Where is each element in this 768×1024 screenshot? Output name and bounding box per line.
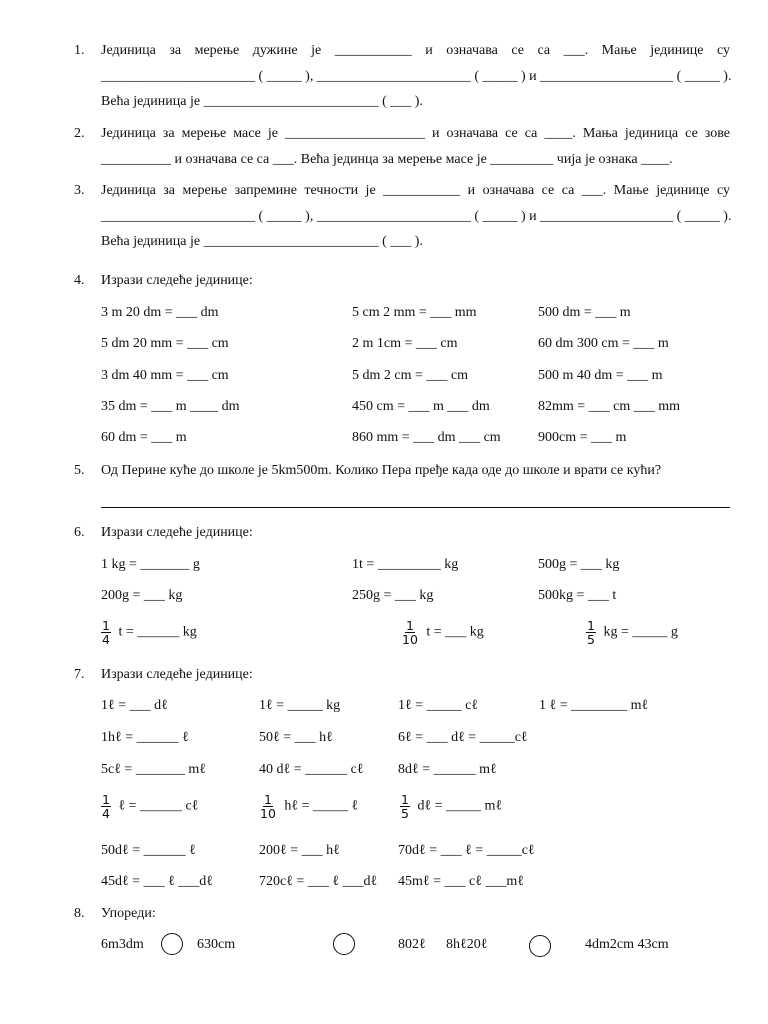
q7-fraction-item: $\frac{1}{5}$ dℓ = _____ mℓ bbox=[401, 792, 503, 821]
q7-item: 70dℓ = ___ ℓ = _____cℓ bbox=[398, 843, 535, 858]
q7-item: 45mℓ = ___ cℓ ___mℓ bbox=[398, 874, 525, 889]
q4-item: 82mm = ___ cm ___ mm bbox=[538, 399, 681, 414]
q7-item: 1hℓ = ______ ℓ bbox=[101, 730, 189, 745]
q6-fraction-item: $\frac{1}{10}$ t = ___ kg bbox=[402, 618, 484, 647]
q4-item: 450 cm = ___ m ___ dm bbox=[352, 399, 490, 414]
q4-number: 4. bbox=[74, 273, 85, 288]
compare-circle[interactable] bbox=[333, 933, 355, 955]
q7-item: 1ℓ = _____ cℓ bbox=[398, 698, 479, 713]
q1-line-1: Јединица за мерење дужине је ___________ и означава се са ___. Мање јединице су bbox=[101, 43, 730, 58]
q4-item: 35 dm = ___ m ____ dm bbox=[101, 399, 240, 414]
q5-answer-line bbox=[101, 507, 730, 508]
q8-number: 8. bbox=[74, 906, 85, 921]
fraction: $\frac{1}{10}$ bbox=[402, 618, 418, 647]
q5-text: Од Перине куће до школе је 5km500m. Колико Пера пређе када оде до школе и врати се кући? bbox=[101, 463, 662, 478]
q1-line-3: Већа јединица је _________________________ ( ___ ). bbox=[101, 94, 423, 109]
fraction: $\frac{1}{10}$ bbox=[260, 792, 276, 821]
q3-line-3: Већа јединица је _________________________ ( ___ ). bbox=[101, 234, 423, 249]
q5-number: 5. bbox=[74, 463, 85, 478]
q4-item: 5 cm 2 mm = ___ mm bbox=[352, 305, 477, 320]
q7-number: 7. bbox=[74, 667, 85, 682]
q8-title: Упореди: bbox=[101, 906, 156, 921]
q7-item: 8dℓ = ______ mℓ bbox=[398, 762, 497, 777]
compare-circle[interactable] bbox=[161, 933, 183, 955]
q1-number: 1. bbox=[74, 43, 85, 58]
q7-item: 1ℓ = ___ dℓ bbox=[101, 698, 168, 713]
q7-item: 50ℓ = ___ hℓ bbox=[259, 730, 333, 745]
q3-line-2: ______________________ ( _____ ), ______________________ ( _____ ) и ___________________ ( _____ ). bbox=[101, 209, 732, 224]
q6-item: 1 kg = _______ g bbox=[101, 557, 200, 572]
q7-item: 200ℓ = ___ hℓ bbox=[259, 843, 340, 858]
q4-item: 500 m 40 dm = ___ m bbox=[538, 368, 663, 383]
q7-item: 720cℓ = ___ ℓ ___dℓ bbox=[259, 874, 378, 889]
q8-right-value: 8hℓ20ℓ bbox=[446, 937, 488, 952]
compare-circle[interactable] bbox=[529, 935, 551, 957]
fraction: $\frac{1}{4}$ bbox=[102, 618, 110, 647]
q2-line-1: Јединица за мерење масе је ____________________ и означава се са ____. Мања јединица се зове bbox=[101, 126, 730, 141]
q8-right-value: 630cm bbox=[197, 937, 236, 952]
q7-item: 6ℓ = ___ dℓ = _____cℓ bbox=[398, 730, 528, 745]
q8-left-value: 6m3dm bbox=[101, 937, 144, 952]
q7-item: 1ℓ = _____ kg bbox=[259, 698, 341, 713]
q7-item: 1 ℓ = ________ mℓ bbox=[539, 698, 649, 713]
q4-item: 60 dm = ___ m bbox=[101, 430, 187, 445]
q6-item: 1t = _________ kg bbox=[352, 557, 459, 572]
q4-title: Изрази следеће јединице: bbox=[101, 273, 253, 288]
q4-item: 5 dm 2 cm = ___ cm bbox=[352, 368, 468, 383]
fraction: $\frac{1}{5}$ bbox=[401, 792, 409, 821]
q6-item: 500kg = ___ t bbox=[538, 588, 617, 603]
q6-fraction-item: $\frac{1}{4}$ t = ______ kg bbox=[102, 618, 197, 647]
q7-fraction-item: $\frac{1}{4}$ ℓ = ______ cℓ bbox=[102, 792, 199, 821]
q6-item: 500g = ___ kg bbox=[538, 557, 620, 572]
q4-item: 2 m 1cm = ___ cm bbox=[352, 336, 458, 351]
q4-item: 5 dm 20 mm = ___ cm bbox=[101, 336, 229, 351]
q4-item: 3 m 20 dm = ___ dm bbox=[101, 305, 219, 320]
q4-item: 500 dm = ___ m bbox=[538, 305, 631, 320]
q8-left-value: 802ℓ bbox=[398, 937, 426, 952]
q6-number: 6. bbox=[74, 525, 85, 540]
fraction: $\frac{1}{5}$ bbox=[587, 618, 595, 647]
q8-value-pair: 4dm2cm 43cm bbox=[585, 937, 669, 952]
q4-item: 860 mm = ___ dm ___ cm bbox=[352, 430, 501, 445]
q7-item: 50dℓ = ______ ℓ bbox=[101, 843, 196, 858]
q6-item: 250g = ___ kg bbox=[352, 588, 434, 603]
q7-item: 45dℓ = ___ ℓ ___dℓ bbox=[101, 874, 214, 889]
q2-line-2: __________ и означава се са ___. Већа јединца за мерење масе је _________ чија је ознака ____. bbox=[101, 152, 673, 167]
q7-item: 5cℓ = _______ mℓ bbox=[101, 762, 206, 777]
q4-item: 900cm = ___ m bbox=[538, 430, 627, 445]
q1-line-2: ______________________ ( _____ ), ______________________ ( _____ ) и ___________________ ( _____ ). bbox=[101, 69, 732, 84]
q2-number: 2. bbox=[74, 126, 85, 141]
q4-item: 3 dm 40 mm = ___ cm bbox=[101, 368, 229, 383]
q6-fraction-item: $\frac{1}{5}$ kg = _____ g bbox=[587, 618, 678, 647]
q6-item: 200g = ___ kg bbox=[101, 588, 183, 603]
q7-title: Изрази следеће јединице: bbox=[101, 667, 253, 682]
q6-title: Изрази следеће јединице: bbox=[101, 525, 253, 540]
q7-item: 40 dℓ = ______ cℓ bbox=[259, 762, 364, 777]
fraction: $\frac{1}{4}$ bbox=[102, 792, 110, 821]
q7-fraction-item: $\frac{1}{10}$ hℓ = _____ ℓ bbox=[260, 792, 359, 821]
q3-line-1: Јединица за мерење запремине течности је ___________ и означава се са ___. Мање јединице су bbox=[101, 183, 730, 198]
q3-number: 3. bbox=[74, 183, 85, 198]
q4-item: 60 dm 300 cm = ___ m bbox=[538, 336, 669, 351]
